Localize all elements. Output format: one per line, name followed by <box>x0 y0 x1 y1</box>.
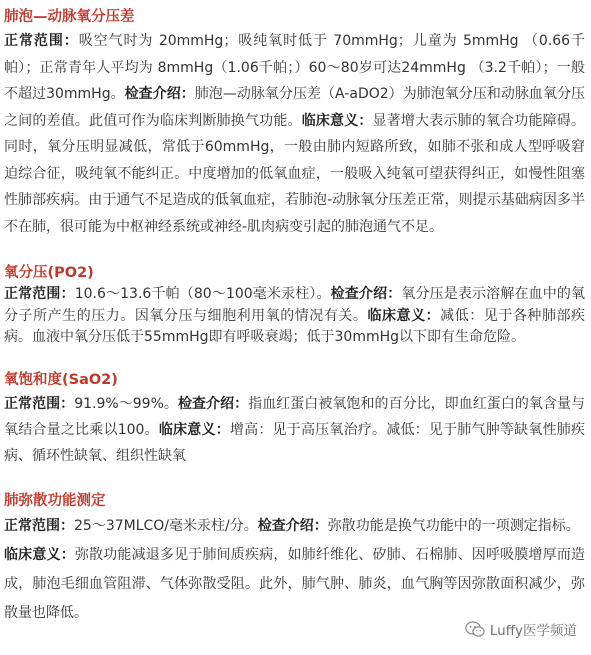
section-diffusion <box>4 490 585 628</box>
section-aado2 <box>4 6 585 240</box>
clinical-text: 减低：见于各种肺部疾病。血液中氧分压低于55mmHg即有呼吸衰竭；低于30mmHg以下即有生命危险。 <box>4 307 586 345</box>
clinical-label: 临床意义： <box>158 422 230 438</box>
clinical-label: 临床意义： <box>367 307 441 324</box>
normal-range-text: 吸空气时为 20mmHg；吸纯氧时低于 70mmHg；儿童为 5mmHg （0.66千帕）；正常青年人平均为 8mmHg（1.06千帕；）60～80岁可达24mmHg （3.2千帕）；一般不超过30mmHg。 <box>4 33 586 102</box>
intro-text: 指血红蛋白被氧饱和的百分比，即血红蛋白的氧含量与氧结合量之比乘以100。 <box>4 396 586 438</box>
section-title: 肺泡—动脉氧分压差 <box>4 9 135 25</box>
intro-label: 检查介绍： <box>330 286 402 302</box>
wechat-icon <box>465 621 485 638</box>
section-title: 肺弥散功能测定 <box>4 493 106 509</box>
normal-range-label: 正常范围： <box>4 33 79 49</box>
normal-range-text: 10.6～13.6千帕（80～100毫米汞柱）。 <box>74 286 331 302</box>
intro-label: 检查介绍： <box>257 518 328 534</box>
section-body <box>4 28 585 240</box>
intro-text: 肺泡—动脉氧分压差（A-aDO2）为肺泡氧分压和动脉血氧分压之间的差值。此值可作为临床判断肺换气功能。 <box>4 86 586 129</box>
clinical-label: 临床意义： <box>4 547 75 563</box>
section-body <box>4 391 585 469</box>
normal-range-label: 正常范围： <box>4 518 74 534</box>
section-body <box>4 512 585 628</box>
watermark <box>465 619 577 639</box>
clinical-label: 临床意义： <box>301 112 373 129</box>
section-title: 氧饱和度(SaO2) <box>4 372 118 388</box>
clinical-text: 增高：见于高压氧治疗。减低：见于肺气肿等缺氧性肺疾病、循环性缺氧、组织性缺氧 <box>4 422 585 464</box>
section-title: 氧分压(PO2) <box>4 265 94 281</box>
section-sao2 <box>4 369 585 469</box>
normal-range-text: 25～37MLCO/毫米汞柱/分。 <box>74 518 258 534</box>
clinical-text: 显著增大表示肺的氧合功能障碍。同时，氧分压明显减低，常低于60mmHg，一般由肺内短路所致，如肺不张和成人型呼吸窘迫综合征，吸纯氧不能纠正。中度增加的低氧血症，一般吸入纯氧可望获得纠正，如慢性阻塞性肺部疾病。由于通气不足造成的低氧血症，若肺泡-动脉氧分压差正常，则提示基础病因多半不在肺，很可能为中枢神经系统或神经-肌肉病变引起的肺泡通气不足。 <box>4 112 586 235</box>
intro-text: 氧分压是表示溶解在血中的氧分子所产生的压力。因氧分压与细胞利用氧的情况有关。 <box>4 286 586 324</box>
intro-label: 检查介绍： <box>124 86 195 102</box>
normal-range-label: 正常范围： <box>4 396 75 412</box>
intro-text: 弥散功能是换气功能中的一项测定指标。 <box>327 518 580 534</box>
normal-range-text: 91.9%～99%。 <box>74 396 178 412</box>
section-po2 <box>4 262 585 349</box>
intro-label: 检查介绍： <box>177 396 249 412</box>
watermark-text: Luffy医学频道 <box>489 623 577 639</box>
normal-range-label: 正常范围： <box>4 286 75 302</box>
section-body <box>4 284 585 349</box>
clinical-text: 弥散功能减退多见于肺间质疾病，如肺纤维化、矽肺、石棉肺、因呼吸膜增厚而造成，肺泡毛细血管阻滞、气体弥散受阻。此外，肺气肿、肺炎，血气胸等因弥散面积减少，弥散量也降低。 <box>4 547 585 621</box>
